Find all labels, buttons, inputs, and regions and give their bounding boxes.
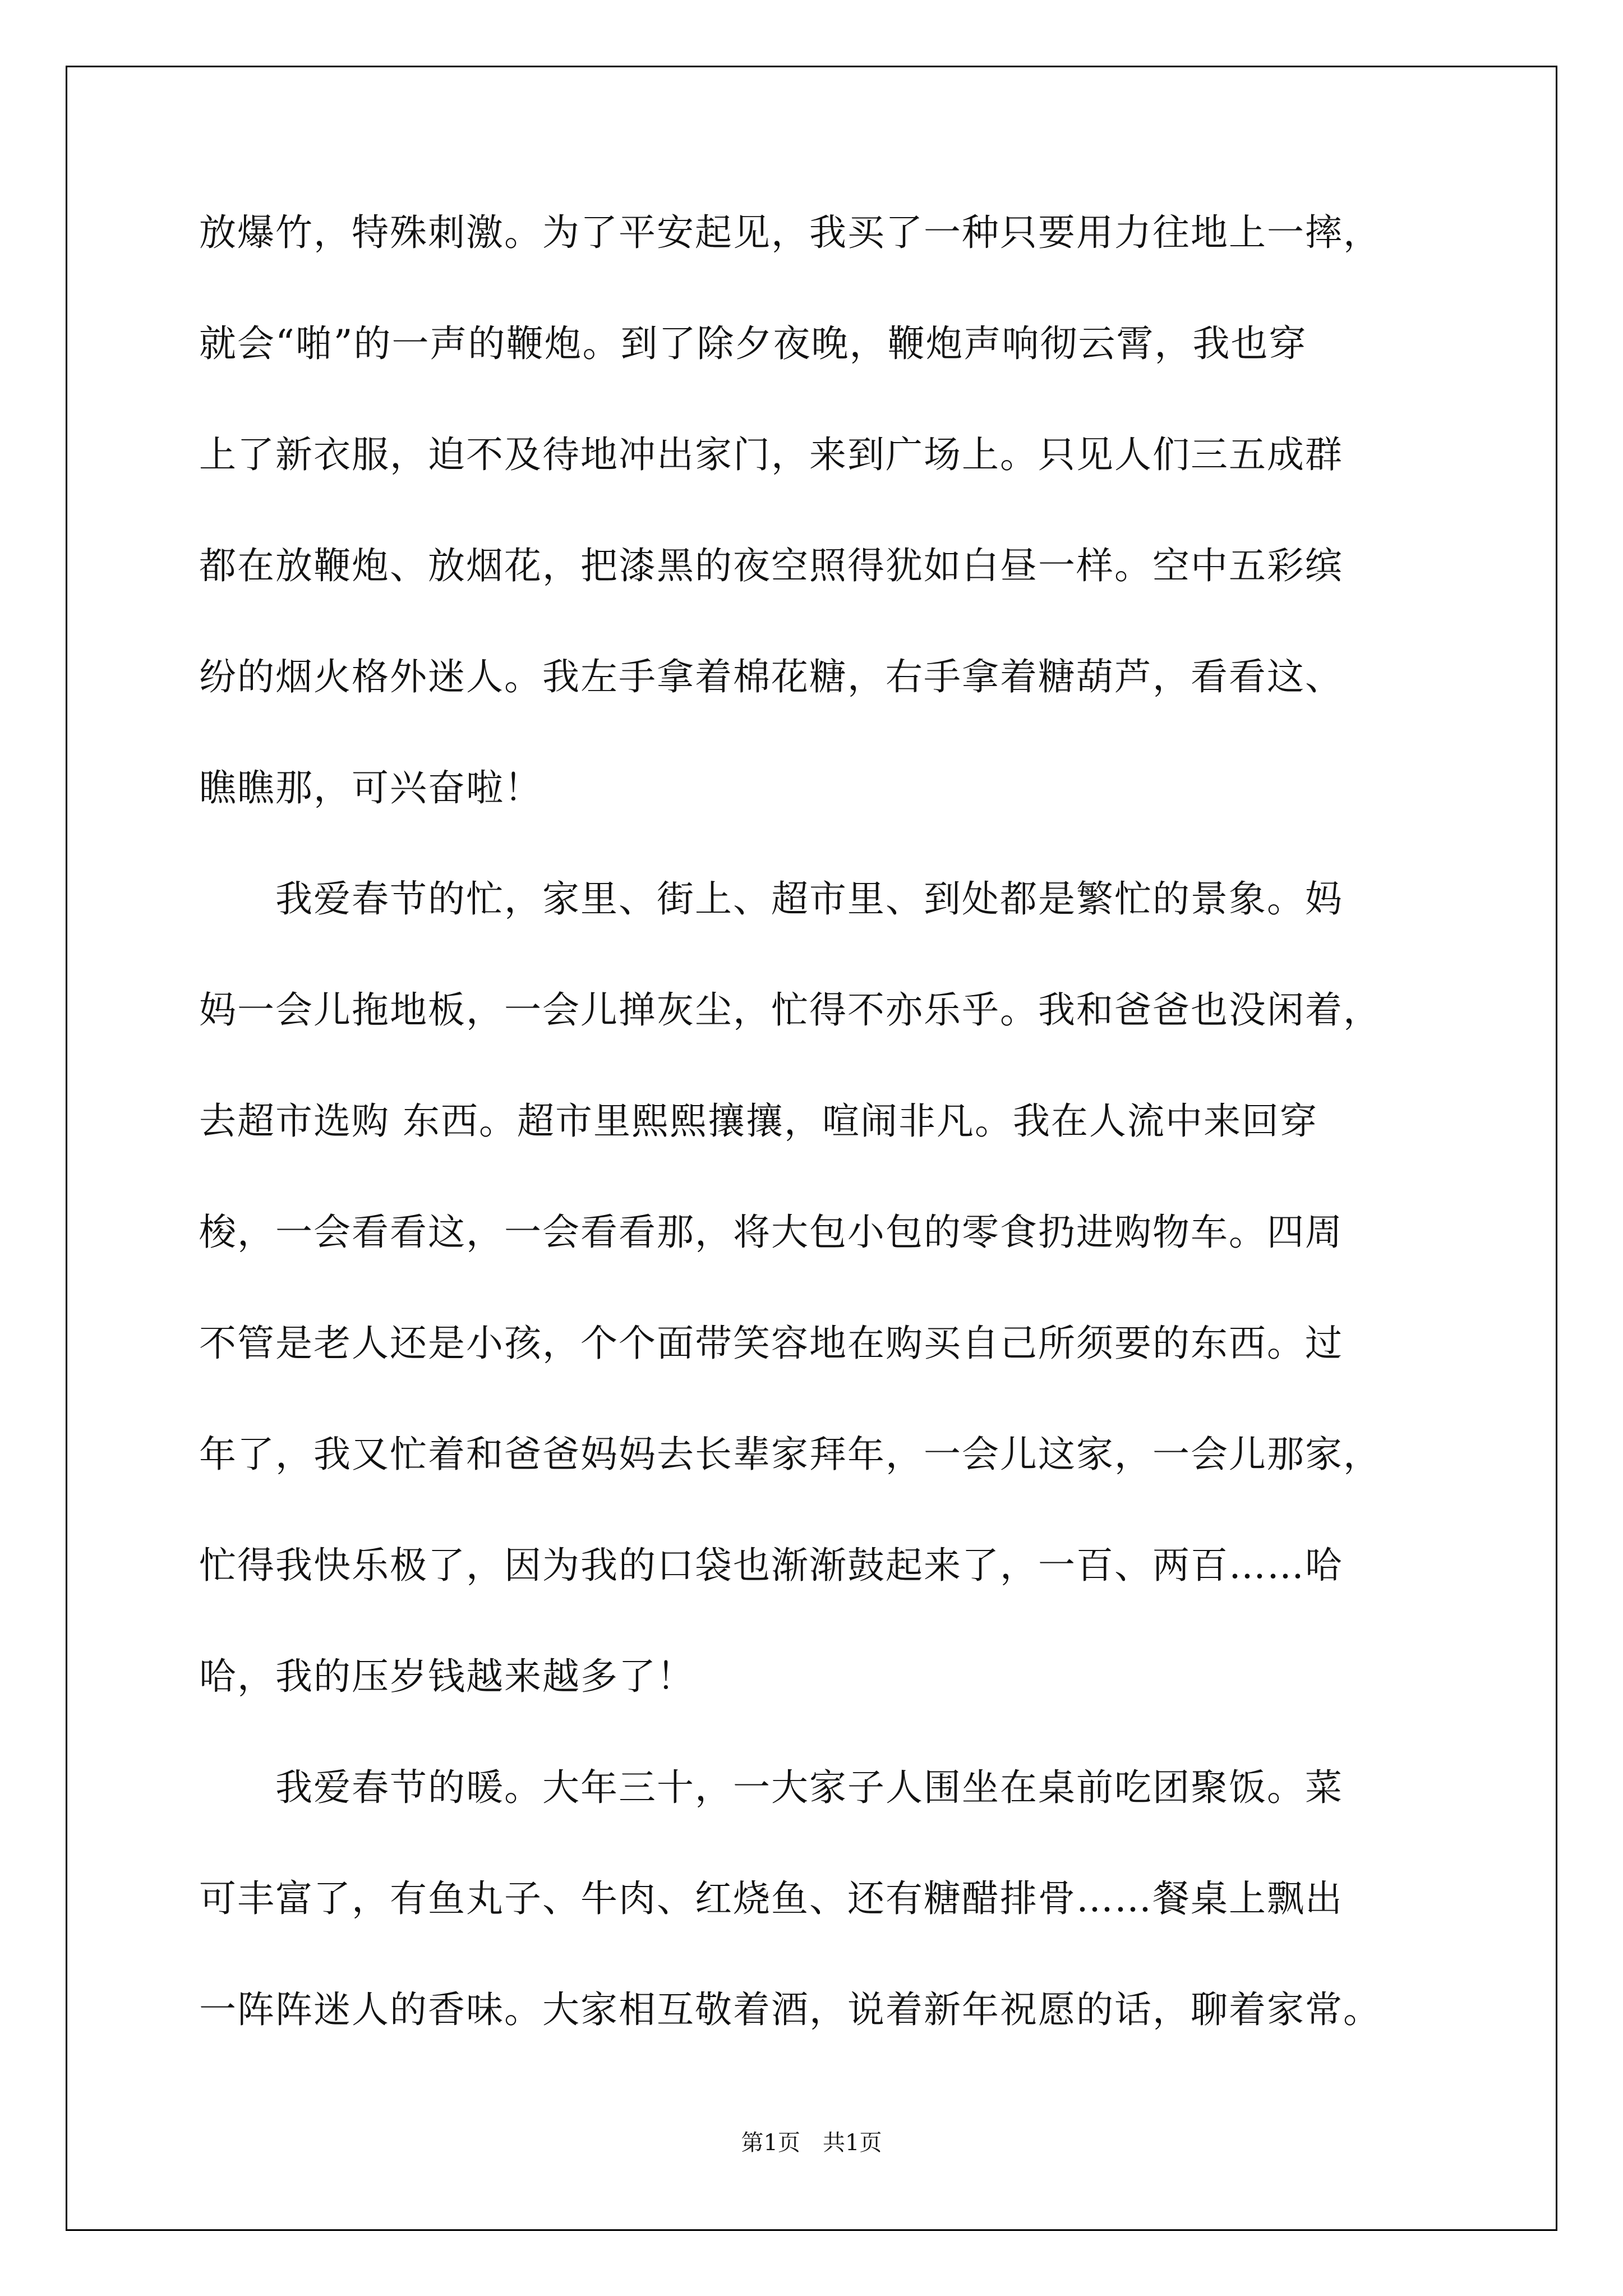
page-footer: 第1页 共1页 (741, 2130, 882, 2156)
text-line: 我爱春节的忙，家里、街上、超市里、到处都是繁忙的景象。妈 (199, 877, 1343, 921)
text-line: 年了，我又忙着和爸爸妈妈去长辈家拜年，一会儿这家，一会儿那家， (199, 1433, 1381, 1476)
text-line: 可丰富了，有鱼丸子、牛肉、红烧鱼、还有糖醋排骨……餐桌上飘出 (199, 1877, 1343, 1920)
text-line: 一阵阵迷人的香味。大家相互敬着酒，说着新年祝愿的话，聊着家常。 (199, 1988, 1381, 2031)
text-line: 我爱春节的暖。大年三十，一大家子人围坐在桌前吃团聚饭。菜 (199, 1766, 1343, 1809)
text-line: 瞧瞧那，可兴奋啦！ (199, 766, 542, 809)
text-line: 都在放鞭炮、放烟花，把漆黑的夜空照得犹如白昼一样。空中五彩缤 (199, 544, 1343, 587)
text-line: 纷的烟火格外迷人。我左手拿着棉花糖，右手拿着糖葫芦，看看这、 (199, 655, 1343, 698)
text-line: 不管是老人还是小孩，个个面带笑容地在购买自己所须要的东西。过 (199, 1322, 1343, 1365)
text-line: 梭，一会看看这，一会看看那，将大包小包的零食扔进购物车。四周 (199, 1211, 1343, 1254)
text-line: 放爆竹，特殊刺激。为了平安起见，我买了一种只要用力往地上一摔， (199, 211, 1381, 254)
text-line: 哈，我的压岁钱越来越多了！ (199, 1655, 695, 1698)
text-line: 忙得我快乐极了，因为我的口袋也渐渐鼓起来了，一百、两百……哈 (199, 1544, 1343, 1587)
text-line: 就会“啪”的一声的鞭炮。到了除夕夜晚，鞭炮声响彻云霄，我也穿 (199, 322, 1307, 365)
text-line: 去超市选购 东西。超市里熙熙攘攘，喧闹非凡。我在人流中来回穿 (199, 1099, 1318, 1143)
text-line: 妈一会儿拖地板，一会儿掸灰尘，忙得不亦乐乎。我和爸爸也没闲着， (199, 988, 1381, 1032)
document-body (199, 202, 1433, 2090)
text-line: 上了新衣服，迫不及待地冲出家门，来到广场上。只见人们三五成群 (199, 433, 1343, 476)
